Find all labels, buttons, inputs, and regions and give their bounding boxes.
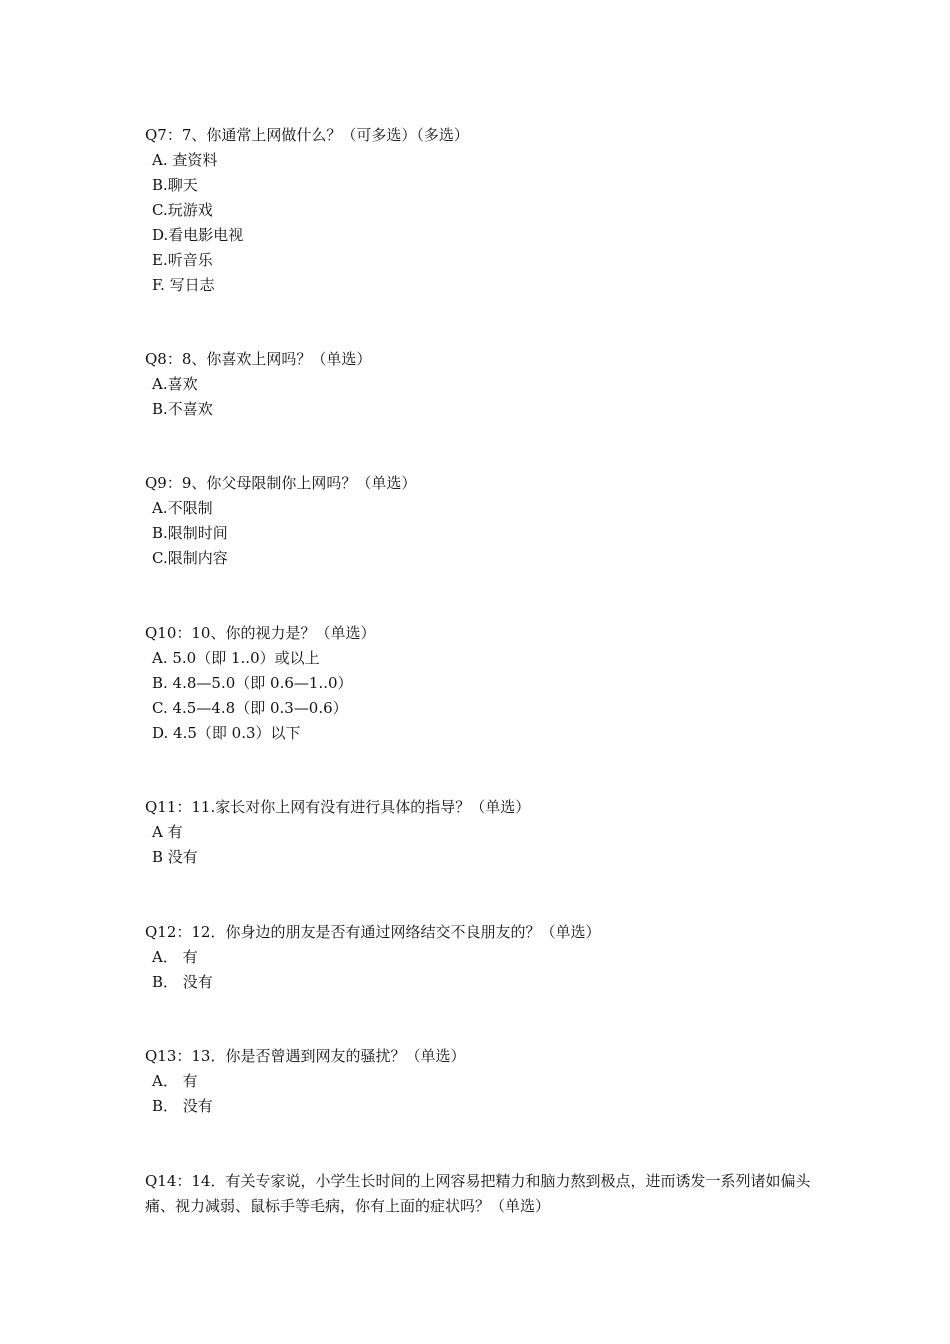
option-item: F. 写日志 [152,276,215,294]
option-item: B． 没有 [152,1097,213,1115]
option-item: B.限制时间 [152,524,228,542]
question-q8 [145,347,815,422]
question-q13 [145,1044,815,1119]
option-item: A. 5.0（即 1..0）或以上 [152,649,320,667]
question-q12 [145,920,815,995]
option-item: C.玩游戏 [152,201,213,219]
option-item: A.不限制 [152,499,213,517]
option-item: A.喜欢 [152,375,198,393]
option-item: C. 4.5—4.8（即 0.3—0.6） [152,699,348,717]
option-item: A． 有 [152,1072,198,1090]
option-item: A. 查资料 [152,151,218,169]
option-list [145,945,815,995]
option-item: B.聊天 [152,176,198,194]
option-list [145,1069,815,1119]
option-item: E.听音乐 [152,251,213,269]
question-q9 [145,471,815,571]
option-item: A． 有 [152,948,198,966]
option-item: C.限制内容 [152,549,228,567]
option-item: B. 4.8—5.0（即 0.6—1..0） [152,674,353,692]
option-list [145,372,815,422]
question-text: Q8：8、你喜欢上网吗？（单选） [145,350,372,368]
option-item: D. 4.5（即 0.3）以下 [152,724,301,742]
question-text: Q12：12．你身边的朋友是否有通过网络结交不良朋友的？（单选） [145,923,601,941]
question-q14 [145,1169,815,1219]
option-list [145,646,815,746]
question-text: Q11：11.家长对你上网有没有进行具体的指导？（单选） [145,798,531,816]
question-q10 [145,621,815,746]
question-text: Q10：10、你的视力是？（单选） [145,624,376,642]
option-item: A 有 [152,823,183,841]
question-text: Q13：13．你是否曾遇到网友的骚扰？（单选） [145,1047,466,1065]
question-q7 [145,123,815,298]
option-item: B 没有 [152,848,198,866]
option-list [145,820,815,870]
option-item: D.看电影电视 [152,226,244,244]
question-q11 [145,795,815,870]
question-text: Q9：9、你父母限制你上网吗？（单选） [145,474,417,492]
option-item: B． 没有 [152,973,213,991]
question-text: Q7：7、你通常上网做什么？（可多选）（多选） [145,126,469,144]
option-list [145,148,815,298]
option-item: B.不喜欢 [152,400,213,418]
question-text: Q14：14．有关专家说，小学生长时间的上网容易把精力和脑力熬到极点，进而诱发一系列诸如偏头痛、视力减弱、鼠标手等毛病，你有上面的症状吗？（单选） [145,1172,811,1215]
option-list [145,496,815,571]
